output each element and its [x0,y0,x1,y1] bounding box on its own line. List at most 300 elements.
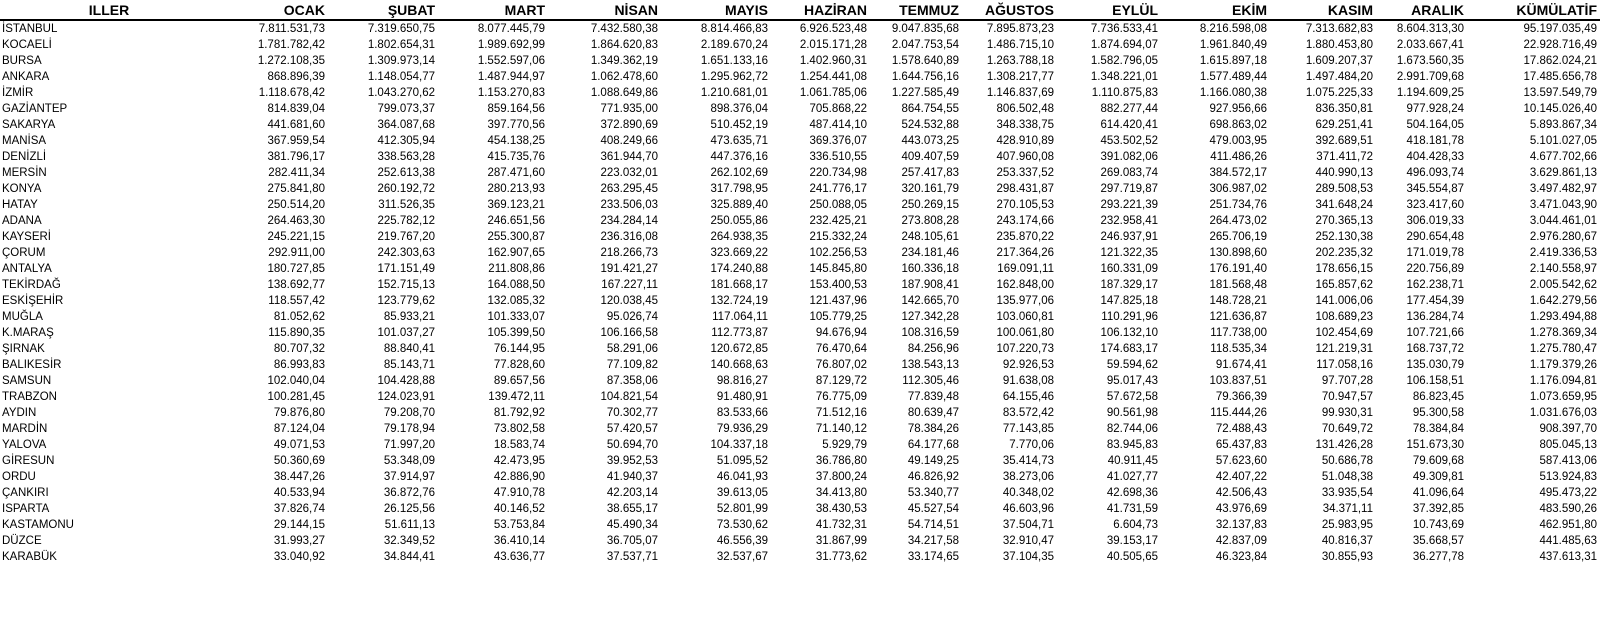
value-cell: 1.961.840,49 [1199,39,1267,51]
value-cell: 391.082,06 [1100,151,1158,163]
value-cell: 1.263.788,18 [986,55,1054,67]
value-cell: 70.947,57 [1321,391,1373,403]
value-cell: 73.530,62 [716,519,768,531]
value-cell: 32.137,83 [1215,519,1267,531]
value-cell: 112.305,46 [902,375,959,387]
value-cell: 106.166,58 [600,327,658,339]
value-cell: 57.623,60 [1215,455,1267,467]
value-cell: 225.782,12 [377,215,435,227]
province-name-cell: İZMİR [2,87,34,99]
value-cell: 50.686,78 [1321,455,1373,467]
value-cell: 415.735,76 [487,151,545,163]
value-cell: 977.928,24 [1406,103,1464,115]
value-cell: 37.826,74 [273,503,325,515]
table-row [0,437,1600,453]
value-cell: 2.005.542,62 [1529,279,1597,291]
value-cell: 345.554,87 [1406,183,1464,195]
value-cell: 45.527,54 [907,503,959,515]
value-cell: 191.421,27 [600,263,658,275]
value-cell: 37.504,71 [1002,519,1054,531]
value-cell: 35.668,57 [1412,535,1464,547]
value-cell: 1.043.270,62 [367,87,435,99]
value-cell: 371.411,72 [1316,151,1373,163]
value-cell: 397.770,56 [487,119,545,131]
value-cell: 6.604,73 [1113,519,1158,531]
value-cell: 73.802,58 [493,423,545,435]
value-cell: 1.781.782,42 [257,39,325,51]
value-cell: 1.061.785,06 [799,87,867,99]
value-cell: 80.639,47 [907,407,959,419]
value-cell: 1.673.560,35 [1396,55,1464,67]
value-cell: 1.578.640,89 [891,55,959,67]
value-cell: 42.886,90 [493,471,545,483]
value-cell: 1.497.484,20 [1305,71,1373,83]
value-cell: 487.414,10 [809,119,867,131]
table-body [0,20,1600,565]
value-cell: 83.572,42 [1002,407,1054,419]
value-cell: 7.319.650,75 [367,23,435,35]
value-cell: 51.611,13 [384,519,435,531]
value-cell: 107.220,73 [996,343,1054,355]
value-cell: 36.705,07 [606,535,658,547]
value-cell: 139.472,11 [488,391,545,403]
value-cell: 1.146.837,69 [986,87,1054,99]
value-cell: 437.613,31 [1539,551,1597,563]
value-cell: 1.254.441,08 [799,71,867,83]
value-cell: 4.677.702,66 [1529,151,1597,163]
value-cell: 217.364,26 [996,247,1054,259]
province-name-cell: KOCAELİ [2,39,52,51]
value-cell: 162.238,71 [1406,279,1464,291]
value-cell: 97.707,28 [1321,375,1373,387]
value-cell: 1.118.678,42 [258,87,325,99]
value-cell: 1.880.453,80 [1305,39,1373,51]
value-cell: 138.543,13 [901,359,959,371]
value-cell: 1.651.133,16 [700,55,768,67]
value-cell: 799.073,37 [377,103,435,115]
value-cell: 37.914,97 [383,471,435,483]
value-cell: 187.329,17 [1100,279,1158,291]
value-cell: 22.928.716,49 [1523,39,1597,51]
value-cell: 246.937,91 [1100,231,1158,243]
value-cell: 78.384,26 [907,423,959,435]
value-cell: 1.802.654,31 [367,39,435,51]
value-cell: 275.841,80 [267,183,325,195]
table-row [0,53,1600,69]
value-cell: 250.088,05 [809,199,867,211]
value-cell: 30.855,93 [1321,551,1373,563]
value-cell: 26.125,56 [383,503,435,515]
table-row [0,213,1600,229]
value-cell: 103.837,51 [1209,375,1267,387]
value-cell: 219.767,20 [377,231,435,243]
value-cell: 298.431,87 [996,183,1054,195]
value-cell: 121.437,96 [809,295,867,307]
value-cell: 87.124,04 [273,423,325,435]
value-cell: 40.533,94 [273,487,325,499]
value-cell: 38.447,26 [273,471,325,483]
value-cell: 8.604.313,30 [1396,23,1464,35]
value-cell: 233.506,03 [600,199,658,211]
value-cell: 2.047.753,54 [891,39,959,51]
value-cell: 132.724,19 [710,295,768,307]
value-cell: 81.052,62 [273,311,325,323]
value-cell: 46.323,84 [1215,551,1267,563]
value-cell: 805.045,13 [1539,439,1597,451]
province-name-cell: MARDİN [2,423,48,435]
value-cell: 53.340,77 [907,487,959,499]
value-cell: 80.707,32 [273,343,325,355]
value-cell: 57.672,58 [1106,391,1158,403]
province-name-cell: K.MARAŞ [2,327,54,339]
province-name-cell: DENİZLİ [2,151,47,163]
table-row [0,389,1600,405]
column-header: EKİM [1161,0,1270,20]
province-name-cell: KASTAMONU [2,519,74,531]
value-cell: 42.837,09 [1215,535,1267,547]
province-name-cell: BURSA [2,55,42,67]
value-cell: 320.161,79 [901,183,959,195]
province-name-cell: ANTALYA [2,263,52,275]
value-cell: 1.148.054,77 [367,71,435,83]
value-cell: 64.177,68 [907,439,959,451]
value-cell: 45.490,34 [606,519,658,531]
value-cell: 443.073,25 [901,135,959,147]
value-cell: 898.376,04 [710,103,768,115]
value-cell: 369.376,07 [809,135,867,147]
value-cell: 454.138,25 [487,135,545,147]
value-cell: 95.197.035,49 [1523,23,1597,35]
value-cell: 235.870,22 [996,231,1054,243]
value-cell: 98.816,27 [716,375,768,387]
table-row [0,533,1600,549]
value-cell: 2.419.336,53 [1529,247,1597,259]
value-cell: 70.302,77 [606,407,658,419]
province-name-cell: BALIKESİR [2,359,62,371]
value-cell: 53.753,84 [493,519,545,531]
value-cell: 1.577.489,44 [1199,71,1267,83]
value-cell: 39.613,05 [716,487,768,499]
table-row [0,517,1600,533]
value-cell: 1.552.597,06 [477,55,545,67]
table-header [0,0,1600,20]
column-header: KÜMÜLATİF [1467,0,1600,20]
value-cell: 325.889,40 [710,199,768,211]
table-row [0,453,1600,469]
value-cell: 629.251,41 [1315,119,1373,131]
value-cell: 280.213,93 [487,183,545,195]
value-cell: 263.295,45 [600,183,658,195]
column-header: AĞUSTOS [962,0,1057,20]
value-cell: 79.876,80 [273,407,325,419]
value-cell: 495.473,22 [1539,487,1597,499]
value-cell: 104.821,54 [600,391,658,403]
value-cell: 253.337,52 [996,167,1054,179]
value-cell: 7.895.873,23 [986,23,1054,35]
value-cell: 2.189.670,24 [700,39,768,51]
column-header: OCAK [218,0,328,20]
value-cell: 5.101.027,05 [1529,135,1597,147]
value-cell: 3.629.861,13 [1529,167,1597,179]
value-cell: 36.277,78 [1412,551,1464,563]
value-cell: 85.933,21 [383,311,435,323]
province-name-cell: SAMSUN [2,375,52,387]
value-cell: 153.400,53 [809,279,867,291]
value-cell: 187.908,41 [901,279,959,291]
value-cell: 1.486.715,10 [986,39,1054,51]
value-cell: 771.935,00 [600,103,658,115]
value-cell: 1.874.694,07 [1090,39,1158,51]
value-cell: 135.977,06 [996,295,1054,307]
value-cell: 441.681,60 [267,119,325,131]
value-cell: 243.174,66 [996,215,1054,227]
value-cell: 37.104,35 [1002,551,1054,563]
column-header: KASIM [1270,0,1376,20]
value-cell: 104.337,18 [710,439,768,451]
value-cell: 1.295.962,72 [700,71,768,83]
value-cell: 1.210.681,01 [700,87,768,99]
value-cell: 220.734,98 [809,167,867,179]
value-cell: 1.062.478,60 [590,71,658,83]
value-cell: 91.480,91 [716,391,768,403]
value-cell: 37.537,71 [606,551,658,563]
value-cell: 510.452,19 [710,119,768,131]
value-cell: 317.798,95 [710,183,768,195]
value-cell: 3.497.482,97 [1529,183,1597,195]
value-cell: 52.801,99 [716,503,768,515]
province-name-cell: DÜZCE [2,535,42,547]
value-cell: 1.308.217,77 [986,71,1054,83]
value-cell: 46.826,92 [907,471,959,483]
value-cell: 287.471,60 [487,167,545,179]
value-cell: 160.331,09 [1100,263,1158,275]
table-row [0,20,1600,37]
value-cell: 2.976.280,67 [1529,231,1597,243]
value-cell: 473.635,71 [710,135,768,147]
province-name-cell: MANİSA [2,135,47,147]
value-cell: 215.332,24 [809,231,867,243]
value-cell: 77.109,82 [606,359,658,371]
value-cell: 79.366,39 [1215,391,1267,403]
value-cell: 1.153.270,83 [477,87,545,99]
value-cell: 46.041,93 [716,471,768,483]
value-cell: 1.166.080,38 [1199,87,1267,99]
value-cell: 49.149,25 [907,455,959,467]
value-cell: 47.910,78 [493,487,545,499]
table-row [0,277,1600,293]
value-cell: 836.350,81 [1315,103,1373,115]
value-cell: 41.940,37 [606,471,658,483]
value-cell: 51.095,52 [716,455,768,467]
value-cell: 270.365,13 [1315,215,1373,227]
value-cell: 107.721,66 [1406,327,1464,339]
value-cell: 3.471.043,90 [1529,199,1597,211]
value-cell: 33.935,54 [1321,487,1373,499]
value-cell: 32.910,47 [1002,535,1054,547]
value-cell: 177.454,39 [1406,295,1464,307]
province-name-cell: ADANA [2,215,42,227]
value-cell: 10.743,69 [1412,519,1464,531]
value-cell: 53.348,09 [383,455,435,467]
table-row [0,341,1600,357]
value-cell: 264.938,35 [710,231,768,243]
value-cell: 418.181,78 [1406,135,1464,147]
value-cell: 29.144,15 [273,519,325,531]
value-cell: 2.140.558,97 [1529,263,1597,275]
value-cell: 100.281,45 [267,391,325,403]
value-cell: 1.179.379,26 [1529,359,1597,371]
value-cell: 242.303,63 [377,247,435,259]
value-cell: 171.019,78 [1406,247,1464,259]
value-cell: 8.077.445,79 [477,23,545,35]
value-cell: 117.064,11 [712,311,768,323]
value-cell: 270.105,53 [996,199,1054,211]
table-row [0,117,1600,133]
province-name-cell: GİRESUN [2,455,55,467]
value-cell: 1.275.780,47 [1529,343,1597,355]
province-name-cell: SAKARYA [2,119,56,131]
table-row [0,85,1600,101]
value-cell: 162.907,65 [487,247,545,259]
value-cell: 42.506,43 [1215,487,1267,499]
value-cell: 181.568,48 [1209,279,1267,291]
value-cell: 232.958,41 [1100,215,1158,227]
value-cell: 81.792,92 [493,407,545,419]
value-cell: 7.313.682,83 [1305,23,1373,35]
value-cell: 5.893.867,34 [1529,119,1597,131]
value-cell: 882.277,44 [1100,103,1158,115]
table-row [0,197,1600,213]
value-cell: 83.945,83 [1106,439,1158,451]
value-cell: 36.786,80 [815,455,867,467]
value-cell: 33.040,92 [273,551,325,563]
value-cell: 1.031.676,03 [1529,407,1597,419]
value-cell: 117.738,00 [1210,327,1267,339]
value-cell: 152.715,13 [377,279,435,291]
value-cell: 50.360,69 [273,455,325,467]
value-cell: 94.676,94 [815,327,867,339]
value-cell: 814.839,04 [267,103,325,115]
province-name-cell: ÇORUM [2,247,46,259]
table-row [0,405,1600,421]
value-cell: 250.514,20 [267,199,325,211]
value-cell: 7.432.580,38 [590,23,658,35]
column-header: ARALIK [1376,0,1467,20]
value-cell: 868.896,39 [267,71,325,83]
column-header: HAZİRAN [771,0,870,20]
value-cell: 180.727,85 [267,263,325,275]
value-cell: 41.027,77 [1106,471,1158,483]
value-cell: 39.952,53 [606,455,658,467]
value-cell: 447.376,16 [710,151,768,163]
value-cell: 65.437,83 [1215,439,1267,451]
value-cell: 290.654,48 [1406,231,1464,243]
value-cell: 38.430,53 [815,503,867,515]
value-cell: 76.144,95 [493,343,545,355]
province-name-cell: TEKİRDAĞ [2,279,61,291]
value-cell: 587.413,06 [1539,455,1597,467]
value-cell: 112.773,87 [711,327,768,339]
value-cell: 1.075.225,33 [1305,87,1373,99]
value-cell: 13.597.549,79 [1523,87,1597,99]
value-cell: 248.105,61 [901,231,959,243]
value-cell: 223.032,01 [600,167,658,179]
value-cell: 232.425,21 [809,215,867,227]
province-name-cell: KAYSERİ [2,231,51,243]
value-cell: 32.349,52 [383,535,435,547]
value-cell: 412.305,94 [377,135,435,147]
province-name-cell: KONYA [2,183,42,195]
value-cell: 7.811.531,73 [258,23,325,35]
value-cell: 85.143,71 [383,359,435,371]
value-cell: 306.987,02 [1209,183,1267,195]
value-cell: 381.796,17 [267,151,325,163]
value-cell: 31.773,62 [815,551,867,563]
value-cell: 483.590,26 [1539,503,1597,515]
value-cell: 117.058,16 [1316,359,1373,371]
value-cell: 269.083,74 [1100,167,1158,179]
province-name-cell: KARABÜK [2,551,57,563]
value-cell: 160.336,18 [901,263,959,275]
value-cell: 40.146,52 [493,503,545,515]
value-cell: 46.603,96 [1002,503,1054,515]
value-cell: 1.642.279,56 [1529,295,1597,307]
value-cell: 121.636,87 [1209,311,1267,323]
value-cell: 95.026,74 [606,311,658,323]
value-cell: 42.203,14 [606,487,658,499]
value-cell: 76.775,09 [815,391,867,403]
value-cell: 2.991.709,68 [1396,71,1464,83]
value-cell: 36.872,76 [383,487,435,499]
value-cell: 1.110.875,83 [1091,87,1158,99]
value-cell: 102.040,04 [267,375,325,387]
value-cell: 58.291,06 [606,343,658,355]
column-header: MART [438,0,548,20]
value-cell: 289.508,53 [1315,183,1373,195]
value-cell: 41.732,31 [815,519,867,531]
value-cell: 121.322,35 [1100,247,1158,259]
value-cell: 504.164,05 [1406,119,1464,131]
value-cell: 336.510,55 [809,151,867,163]
value-cell: 9.047.835,68 [891,23,959,35]
table-row [0,149,1600,165]
value-cell: 43.636,77 [493,551,545,563]
province-name-cell: TRABZON [2,391,57,403]
value-cell: 78.384,84 [1412,423,1464,435]
province-name-cell: ANKARA [2,71,50,83]
value-cell: 51.048,38 [1321,471,1373,483]
value-cell: 79.936,29 [716,423,768,435]
value-cell: 202.235,32 [1315,247,1373,259]
value-cell: 178.656,15 [1315,263,1373,275]
value-cell: 411.486,26 [1210,151,1267,163]
value-cell: 76.470,64 [815,343,867,355]
value-cell: 323.669,22 [710,247,768,259]
value-cell: 108.316,59 [901,327,959,339]
value-cell: 1.615.897,18 [1199,55,1267,67]
value-cell: 79.609,68 [1412,455,1464,467]
value-cell: 50.694,70 [606,439,658,451]
table-row [0,245,1600,261]
value-cell: 250.269,15 [901,199,959,211]
value-cell: 908.397,70 [1539,423,1597,435]
value-cell: 306.019,33 [1406,215,1464,227]
value-cell: 2.033.667,41 [1396,39,1464,51]
value-cell: 1.864.620,83 [590,39,658,51]
value-cell: 135.030,79 [1406,359,1464,371]
value-cell: 262.102,69 [710,167,768,179]
table-row [0,421,1600,437]
